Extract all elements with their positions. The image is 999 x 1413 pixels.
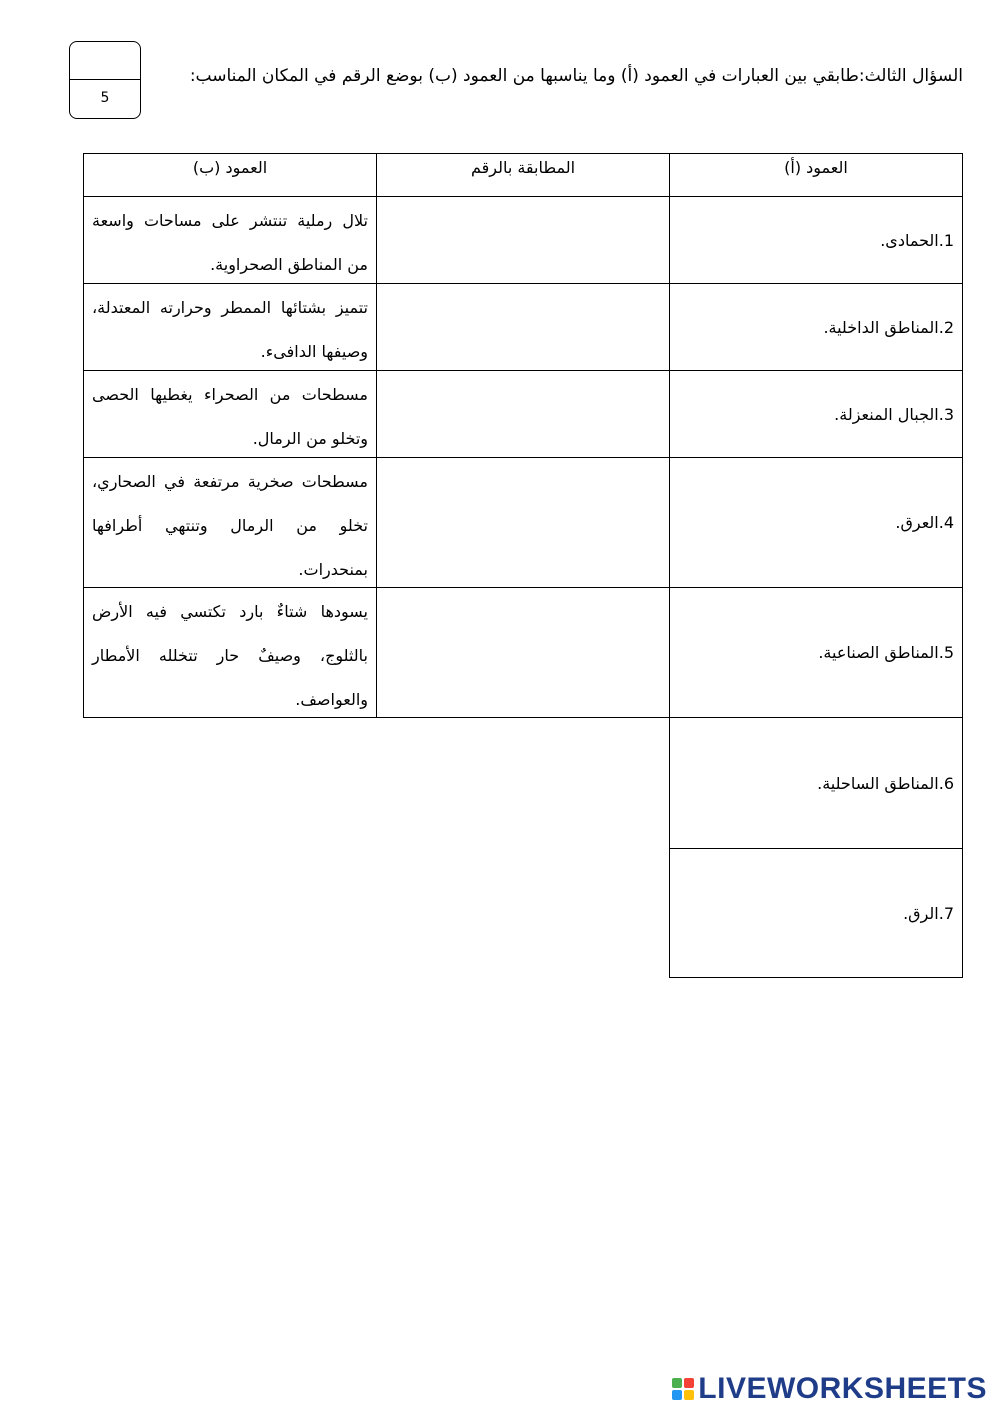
logo-square-2: [684, 1378, 694, 1388]
col-a-item-5: 5.المناطق الصناعية.: [669, 587, 963, 718]
col-a-item-6: 6.المناطق الساحلية.: [669, 717, 963, 849]
match-cell-3[interactable]: [376, 370, 670, 458]
header-col-b: العمود (ب): [83, 153, 377, 197]
question-text: السؤال الثالث:طابقي بين العبارات في العمود (أ) وما يناسبها من العمود (ب) بوضع الرقم في المكان المناسب:: [189, 66, 963, 86]
col-a-item-4: 4.العرق.: [669, 457, 963, 588]
match-cell-2[interactable]: [376, 283, 670, 371]
col-a-item-7: 7.الرق.: [669, 848, 963, 978]
score-value: 5: [100, 90, 110, 106]
logo-square-3: [672, 1390, 682, 1400]
col-b-item-3: مسطحات من الصحراء يغطيها الحصى وتخلو من الرمال.: [83, 370, 377, 458]
liveworksheets-logo: [672, 1372, 987, 1406]
col-b-item-2: تتميز بشتائها الممطر وحرارته المعتدلة، وصيفها الدافىء.: [83, 283, 377, 371]
col-a-item-1: 1.الحمادى.: [669, 196, 963, 284]
header-match: المطابقة بالرقم: [376, 153, 670, 197]
match-cell-1[interactable]: [376, 196, 670, 284]
col-b-item-1: تلال رملية تنتشر على مساحات واسعة من المناطق الصحراوية.: [83, 196, 377, 284]
logo-icon: [672, 1378, 694, 1400]
col-b-item-4: مسطحات صخرية مرتفعة في الصحاري، تخلو من الرمال وتنتهي أطرافها بمنحدرات.: [83, 457, 377, 588]
logo-square-1: [672, 1378, 682, 1388]
logo-text: LIVEWORKSHEETS: [698, 1372, 987, 1405]
col-b-item-5: يسودها شتاءٌ بارد تكتسي فيه الأرض بالثلوج، وصيفٌ حار تتخلله الأمطار والعواصف.: [83, 587, 377, 718]
col-a-item-3: 3.الجبال المنعزلة.: [669, 370, 963, 458]
header-col-a: العمود (أ): [669, 153, 963, 197]
logo-square-4: [684, 1390, 694, 1400]
match-cell-4[interactable]: [376, 457, 670, 588]
col-a-item-2: 2.المناطق الداخلية.: [669, 283, 963, 371]
match-cell-5[interactable]: [376, 587, 670, 718]
